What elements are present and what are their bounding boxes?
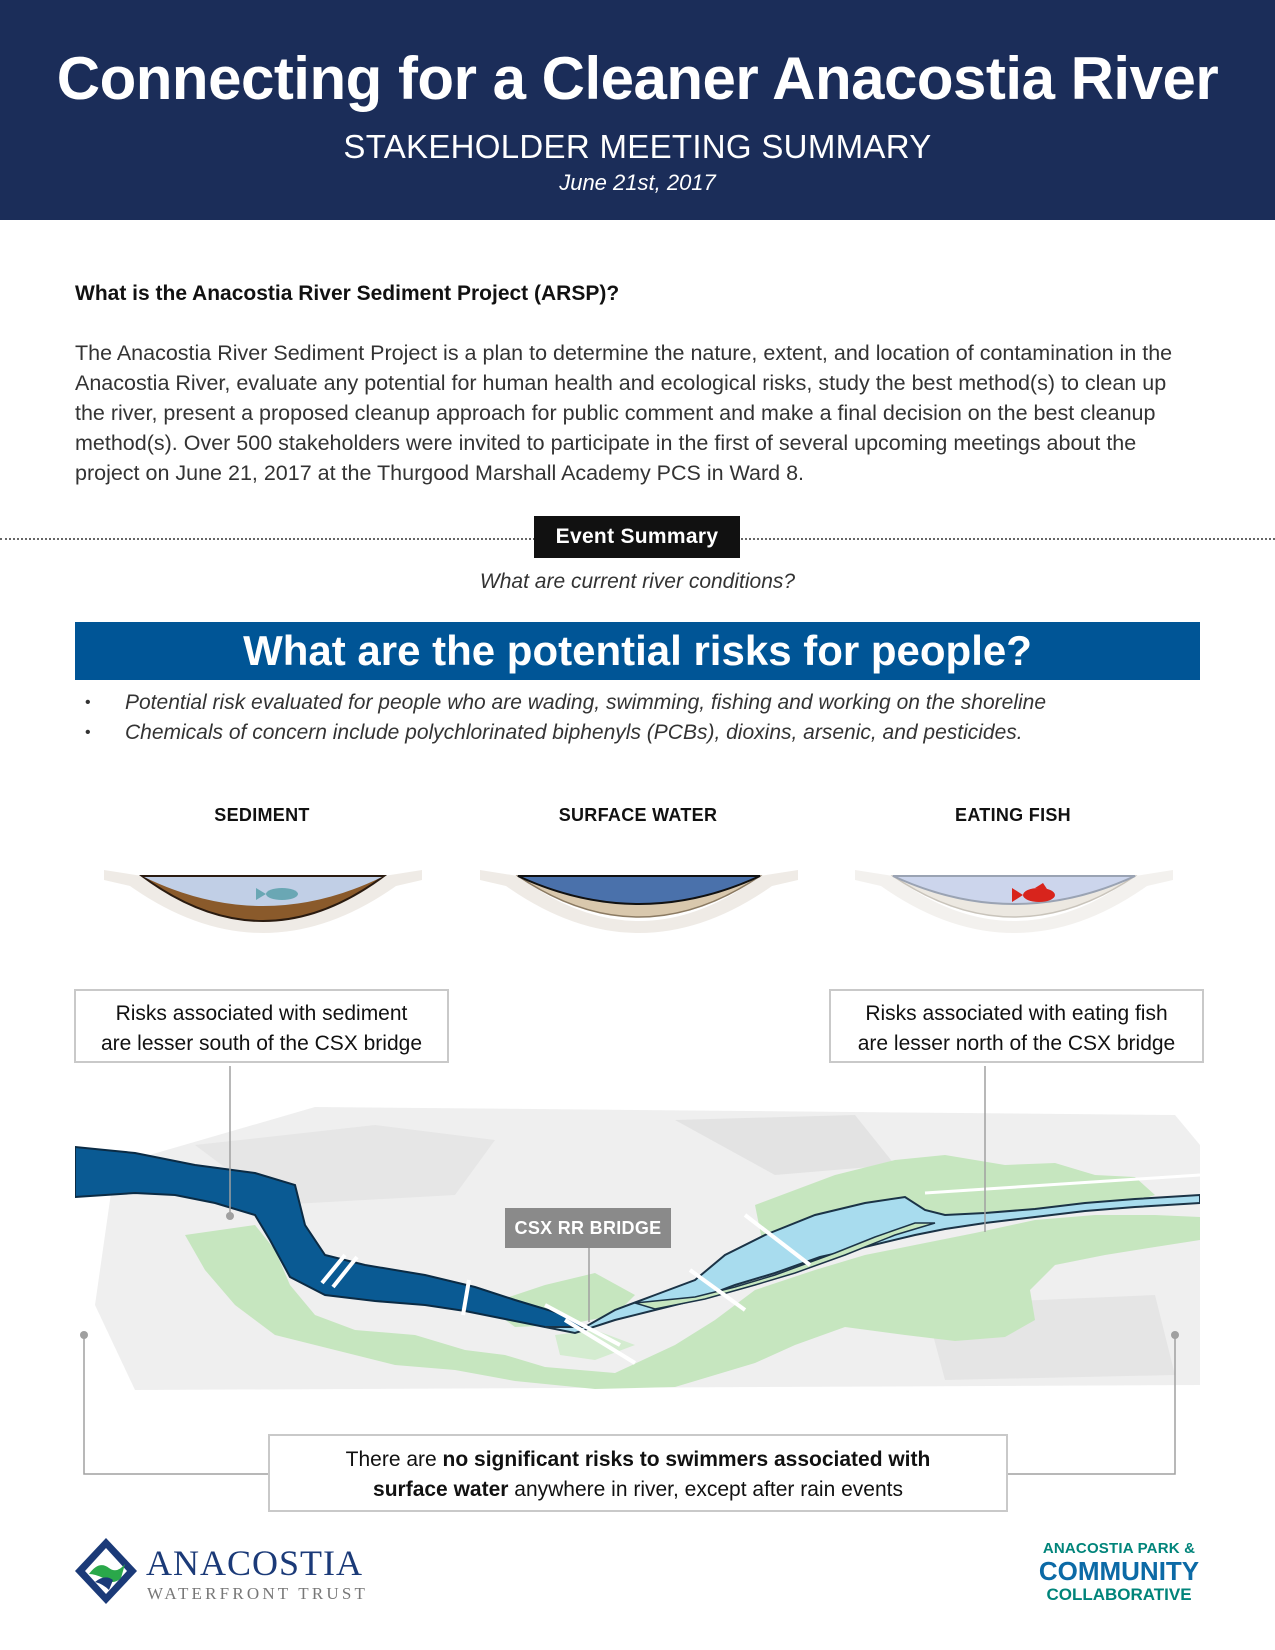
page-title: Connecting for a Cleaner Anacostia River <box>56 45 1219 112</box>
sediment-heading: SEDIMENT <box>214 805 310 825</box>
apcc-line-3: COLLABORATIVE <box>1046 1585 1192 1604</box>
page-subtitle: STAKEHOLDER MEETING SUMMARY <box>343 128 932 165</box>
callout-line: are lesser north of the CSX bridge <box>857 1032 1176 1055</box>
callout-line: Risks associated with eating fish <box>865 1002 1168 1025</box>
fish-risk-callout <box>829 989 1204 1063</box>
callout-line: are lesser south of the CSX bridge <box>100 1032 422 1055</box>
apcc-logo <box>1035 1541 1203 1603</box>
callout-line: surface water anywhere in river, except after rain events <box>373 1478 903 1501</box>
surface-water-heading: SURFACE WATER <box>558 805 718 825</box>
awt-name: ANACOSTIA <box>146 1543 364 1583</box>
risks-banner: What are the potential risks for people? <box>75 622 1200 680</box>
anacostia-waterfront-trust-logo <box>75 1538 375 1608</box>
eating-fish-heading: EATING FISH <box>955 805 1071 825</box>
event-question: What are current river conditions? <box>479 570 796 593</box>
csx-bridge-label: CSX RR BRIDGE <box>505 1208 671 1248</box>
swim-risk-callout <box>268 1434 1008 1512</box>
bullet-item: • Potential risk evaluated for people who are wading, swimming, fishing and working on the shoreline <box>85 688 1185 718</box>
event-summary-tag: Event Summary <box>534 516 740 558</box>
apcc-line-1: ANACOSTIA PARK & <box>1042 1540 1196 1557</box>
sediment-risk-callout <box>74 989 449 1063</box>
arsp-paragraph: The Anacostia River Sediment Project is a plan to determine the nature, extent, and location of contamination in the Anacostia River, evaluate any potential for human health and ecological risks, study the best method(s) to clean up the river, present a proposed cleanup approach for public comment and make a final decision on the best cleanup method(s). Over 500 stakeholders were invited to participate in the first of several upcoming meetings about the project on June 21, 2017 at the Thurgood Marshall Academy PCS in Ward 8. <box>75 341 1173 485</box>
callout-line: There are no significant risks to swimmers associated with <box>345 1448 931 1471</box>
awt-emblem-icon <box>75 1538 137 1604</box>
callout-line: Risks associated with sediment <box>115 1002 408 1025</box>
apcc-line-2: COMMUNITY <box>1038 1556 1200 1586</box>
awt-subtitle: WATERFRONT TRUST <box>147 1584 369 1603</box>
arsp-question: What is the Anacostia River Sediment Project (ARSP)? <box>75 282 620 305</box>
meeting-date: June 21st, 2017 <box>559 170 716 195</box>
bullet-item: • Chemicals of concern include polychlorinated biphenyls (PCBs), dioxins, arsenic, and pesticides. <box>85 718 1185 748</box>
